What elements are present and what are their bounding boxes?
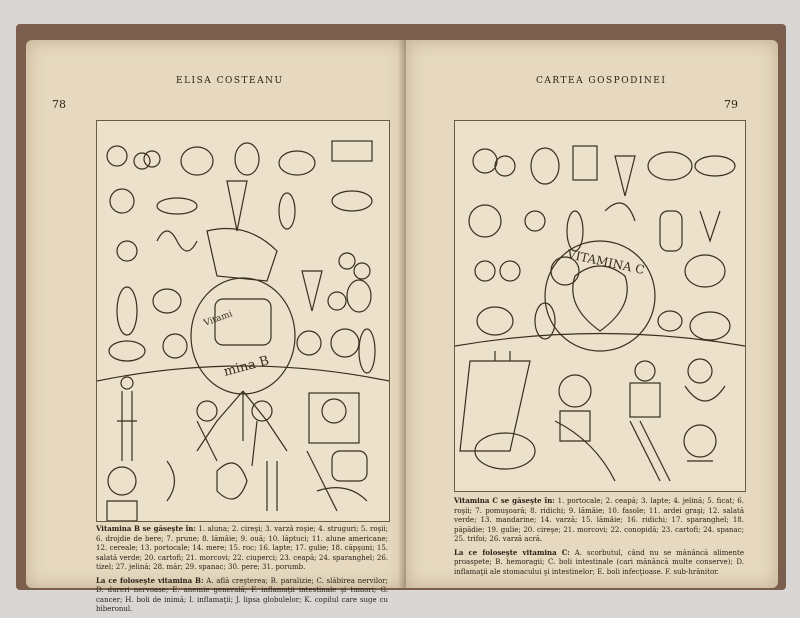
vitamin-c-label: VITAMINA C: [565, 247, 646, 278]
right-caption-uses-text: A. scorbutul, când nu se mănâncă alimente proaspete; B. hemoragii; C. boli intestinale (cari mănâncă multe conserve); D. inflamaţii ale stomacului şi intestinelor; E. boli infecţioase. F. sub-hrănitor.: [454, 548, 745, 576]
right-page-number: 79: [724, 98, 738, 111]
left-page-number: 78: [52, 98, 66, 111]
right-caption: [454, 496, 744, 580]
right-page: [406, 40, 778, 588]
left-caption-sources-heading: Vitamina B se găseşte în:: [96, 524, 196, 533]
right-running-head: CARTEA GOSPODINEI: [536, 76, 667, 86]
vitamin-b-label-top: Vitami: [202, 309, 234, 329]
vitamin-c-illustration: [455, 121, 745, 491]
right-caption-sources-text: 1. portocale; 2. ceapă; 3. lapte; 4. jelină; 5. ficat; 6. roşii; 7. pomuşoară; 8. ridichi; 9. lămâie; 10. fasole; 11. ardei graşi; 12. salată verde; 13. mandarine; 14. varză; 15. lămâie; 16. ridichi; 17. sparanghel; 18. păpădie; 19. gulie; 20. cireşe; 21. morcovi; 22. conopidă; 23. cartofi; 24. spanac; 25. trifoi; 26. varză acră.: [454, 497, 744, 543]
left-caption-uses-heading: La ce foloseşte vitamina B:: [96, 575, 204, 585]
vitamin-b-plate: [96, 120, 390, 522]
right-caption-sources-heading: Vitamina C se găseşte în:: [454, 496, 555, 505]
left-caption-sources-text: 1. aluna; 2. cireşi; 3. varză roşie; 4. struguri; 5. roşii; 6. drojdie de bere; 7. prune; 8. lămâie; 9. ouă; 10. lăptuci; 11. alune americane; 12. cereale; 13. portocale; 14. mere; 15. roc; 16. lapte; 17. gulie; 18. căpşuni; 15. salată verde; 20. cartofi; 21. morcovi; 22. ciuperci; 23. ceapă; 24. sparanghel; 26. tizel; 27. jelină; 28. măr; 29. spanac; 30. pere; 31. porumb.: [96, 525, 388, 571]
left-running-head: ELISA COSTEANU: [176, 76, 284, 86]
open-book: [16, 18, 786, 613]
left-caption: [96, 524, 388, 618]
right-caption-uses-heading: La ce foloseşte vitamina C:: [454, 547, 570, 557]
left-caption-uses-text: A. află creşterea; B. paralizie; C. slăbirea nervilor; D. dureri nervoase; E. anemie generală; F. inflamaţii intestinale şi tumori; G. cancer; H. boli de inimă; I. inflamaţii; J. lipsa globulelor; K. copilul care suge cu biberonul.: [96, 576, 388, 613]
vitamin-b-label-bottom: mina B: [222, 353, 271, 380]
vitamin-b-illustration: [97, 121, 389, 521]
vitamin-c-plate: [454, 120, 746, 492]
left-page: [26, 40, 406, 613]
